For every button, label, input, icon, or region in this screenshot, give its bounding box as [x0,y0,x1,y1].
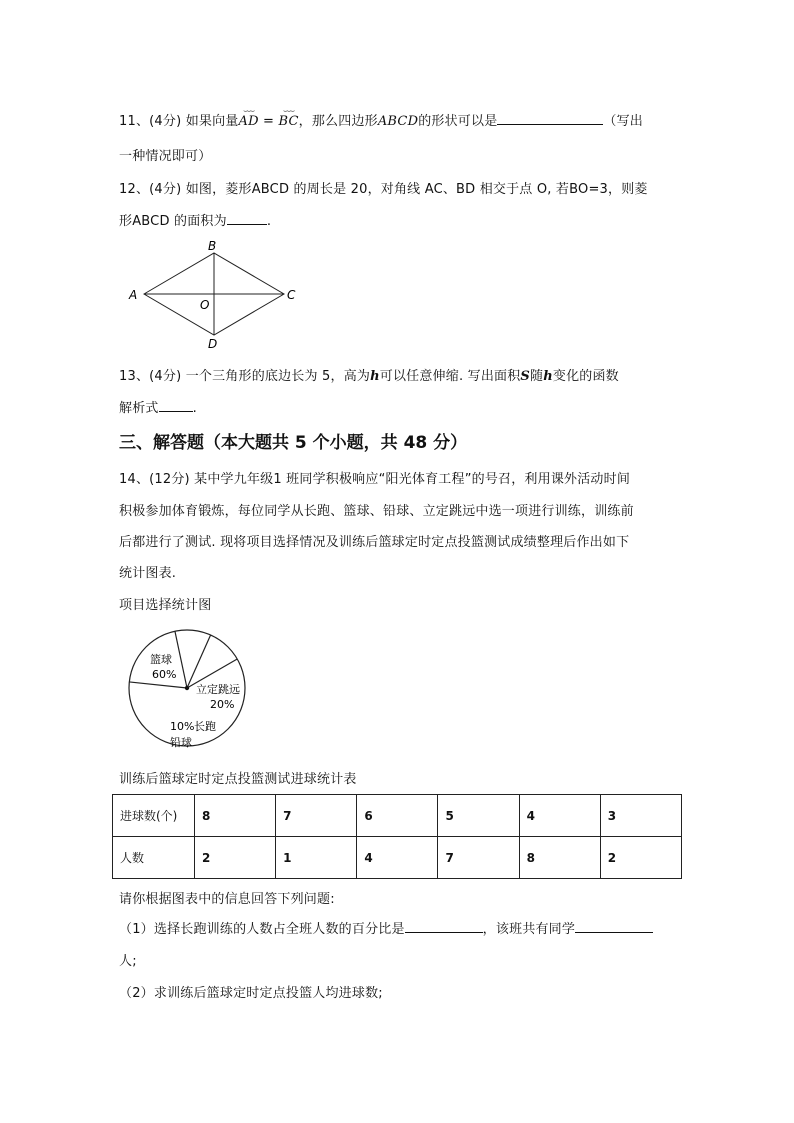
vector-bc: ⌣⌣⌣ BC [278,107,299,129]
q14-sub1 [119,918,653,937]
table-row [113,795,682,837]
pie-slice-value: 20% [210,698,235,711]
q13-line2 [119,397,197,416]
q11-tail: （写出 [603,114,644,129]
pie-slice-label: 铅球 [170,736,192,749]
q14-sub1-blank2[interactable] [575,918,653,933]
table-cell: 4 [519,795,600,837]
vector-arrow-icon: ⌣⌣⌣ [243,107,255,115]
table-cell: 6 [357,795,438,837]
score-table [112,794,682,879]
q13-line1 [119,365,619,384]
table-header-goals: 进球数(个) [113,795,195,837]
vector-arrow-icon: ⌣⌣⌣ [283,107,294,115]
pie-slice-label: 长跑 [194,720,216,733]
q14-sub2: （2）求训练后篮球定时定点投篮人均进球数; [119,986,383,1001]
pie-slice-value: 10% [170,720,195,733]
q12-answer-blank[interactable] [227,210,267,225]
pie-slice-value: 60% [152,668,177,681]
table-cell: 4 [357,837,438,879]
q13-part3: 随 [530,369,544,384]
table-cell: 3 [600,795,681,837]
q11-mid: ，那么四边形 [298,114,378,129]
q13-answer-blank[interactable] [159,397,193,412]
q13-part1: 13、(4分) 一个三角形的底边长为 5，高为 [119,369,371,384]
q14-line3: 后都进行了测试. 现将项目选择情况及训练后篮球定时定点投篮测试成绩整理后作出如下 [119,535,630,550]
q14-prompt: 请你根据图表中的信息回答下列问题: [119,892,335,907]
q13-h2: h [543,369,553,384]
q11-shape: ABCD [377,114,419,129]
rhombus-diagram [120,238,310,350]
q13-line2-suffix: . [192,401,197,416]
table-cell: 1 [276,837,357,879]
table-cell: 2 [195,837,276,879]
q14-sub1-blank1[interactable] [405,918,483,933]
section-heading: 三、解答题（本大题共 5 个小题，共 48 分） [119,433,468,453]
q14-line4: 统计图表. [119,566,177,581]
q13-s: S [520,369,531,384]
q11-line2: 一种情况即可） [119,149,212,164]
label-o: O [200,298,210,312]
q14-line1: 14、(12分) 某中学九年级1 班同学积极响应“阳光体育工程”的号召，利用课外活动时间 [119,472,631,487]
table-cell: 8 [519,837,600,879]
q12-line2-prefix: 形ABCD 的面积为 [119,214,227,229]
vector-ad: ⌣⌣⌣ AD [238,107,259,129]
pie-slice-boundary [187,635,211,688]
table-cell: 5 [438,795,519,837]
q12-line1: 12、(4分) 如图，菱形ABCD 的周长是 20，对角线 AC、BD 相交于点 O, 若BO=3，则菱 [119,182,648,197]
q11-prefix: 11、(4分) 如果向量 [119,114,239,129]
table-title: 训练后篮球定时定点投篮测试进球统计表 [119,772,357,787]
q14-sub1-end: 人; [119,954,137,969]
q12-line2-suffix: . [266,214,272,229]
table-cell: 7 [276,795,357,837]
table-cell: 2 [600,837,681,879]
pie-slice-label: 篮球 [150,653,172,666]
q11-suffix: 的形状可以是 [418,114,498,129]
q13-h: h [370,369,380,384]
pie-slice-boundary [175,631,187,688]
label-b: B [208,239,217,253]
pie-slice-boundary [129,682,187,688]
label-a: A [129,288,138,302]
q11-eq: = [258,114,279,129]
label-d: D [208,337,218,350]
pie-center-dot [185,686,189,690]
label-c: C [287,288,296,302]
q11-answer-blank[interactable] [497,110,603,125]
table-cell: 7 [438,837,519,879]
q14-sub1-a: （1）选择长跑训练的人数占全班人数的百分比是 [119,922,405,937]
q14-sub1-b: ，该班共有同学 [482,922,576,937]
q11-line1 [119,107,644,129]
q13-part4: 变化的函数 [552,369,619,384]
pie-chart [112,618,262,758]
q13-line2-prefix: 解析式 [119,401,159,416]
q13-part2: 可以任意伸缩. 写出面积 [379,369,521,384]
q14-line2: 积极参加体育锻炼，每位同学从长跑、篮球、铅球、立定跳远中选一项进行训练，训练前 [119,504,634,519]
pie-slice-label: 立定跳远 [196,683,240,696]
table-cell: 8 [195,795,276,837]
table-header-people: 人数 [113,837,195,879]
pie-title: 项目选择统计图 [119,598,212,613]
table-row [113,837,682,879]
q12-line2 [119,210,271,229]
